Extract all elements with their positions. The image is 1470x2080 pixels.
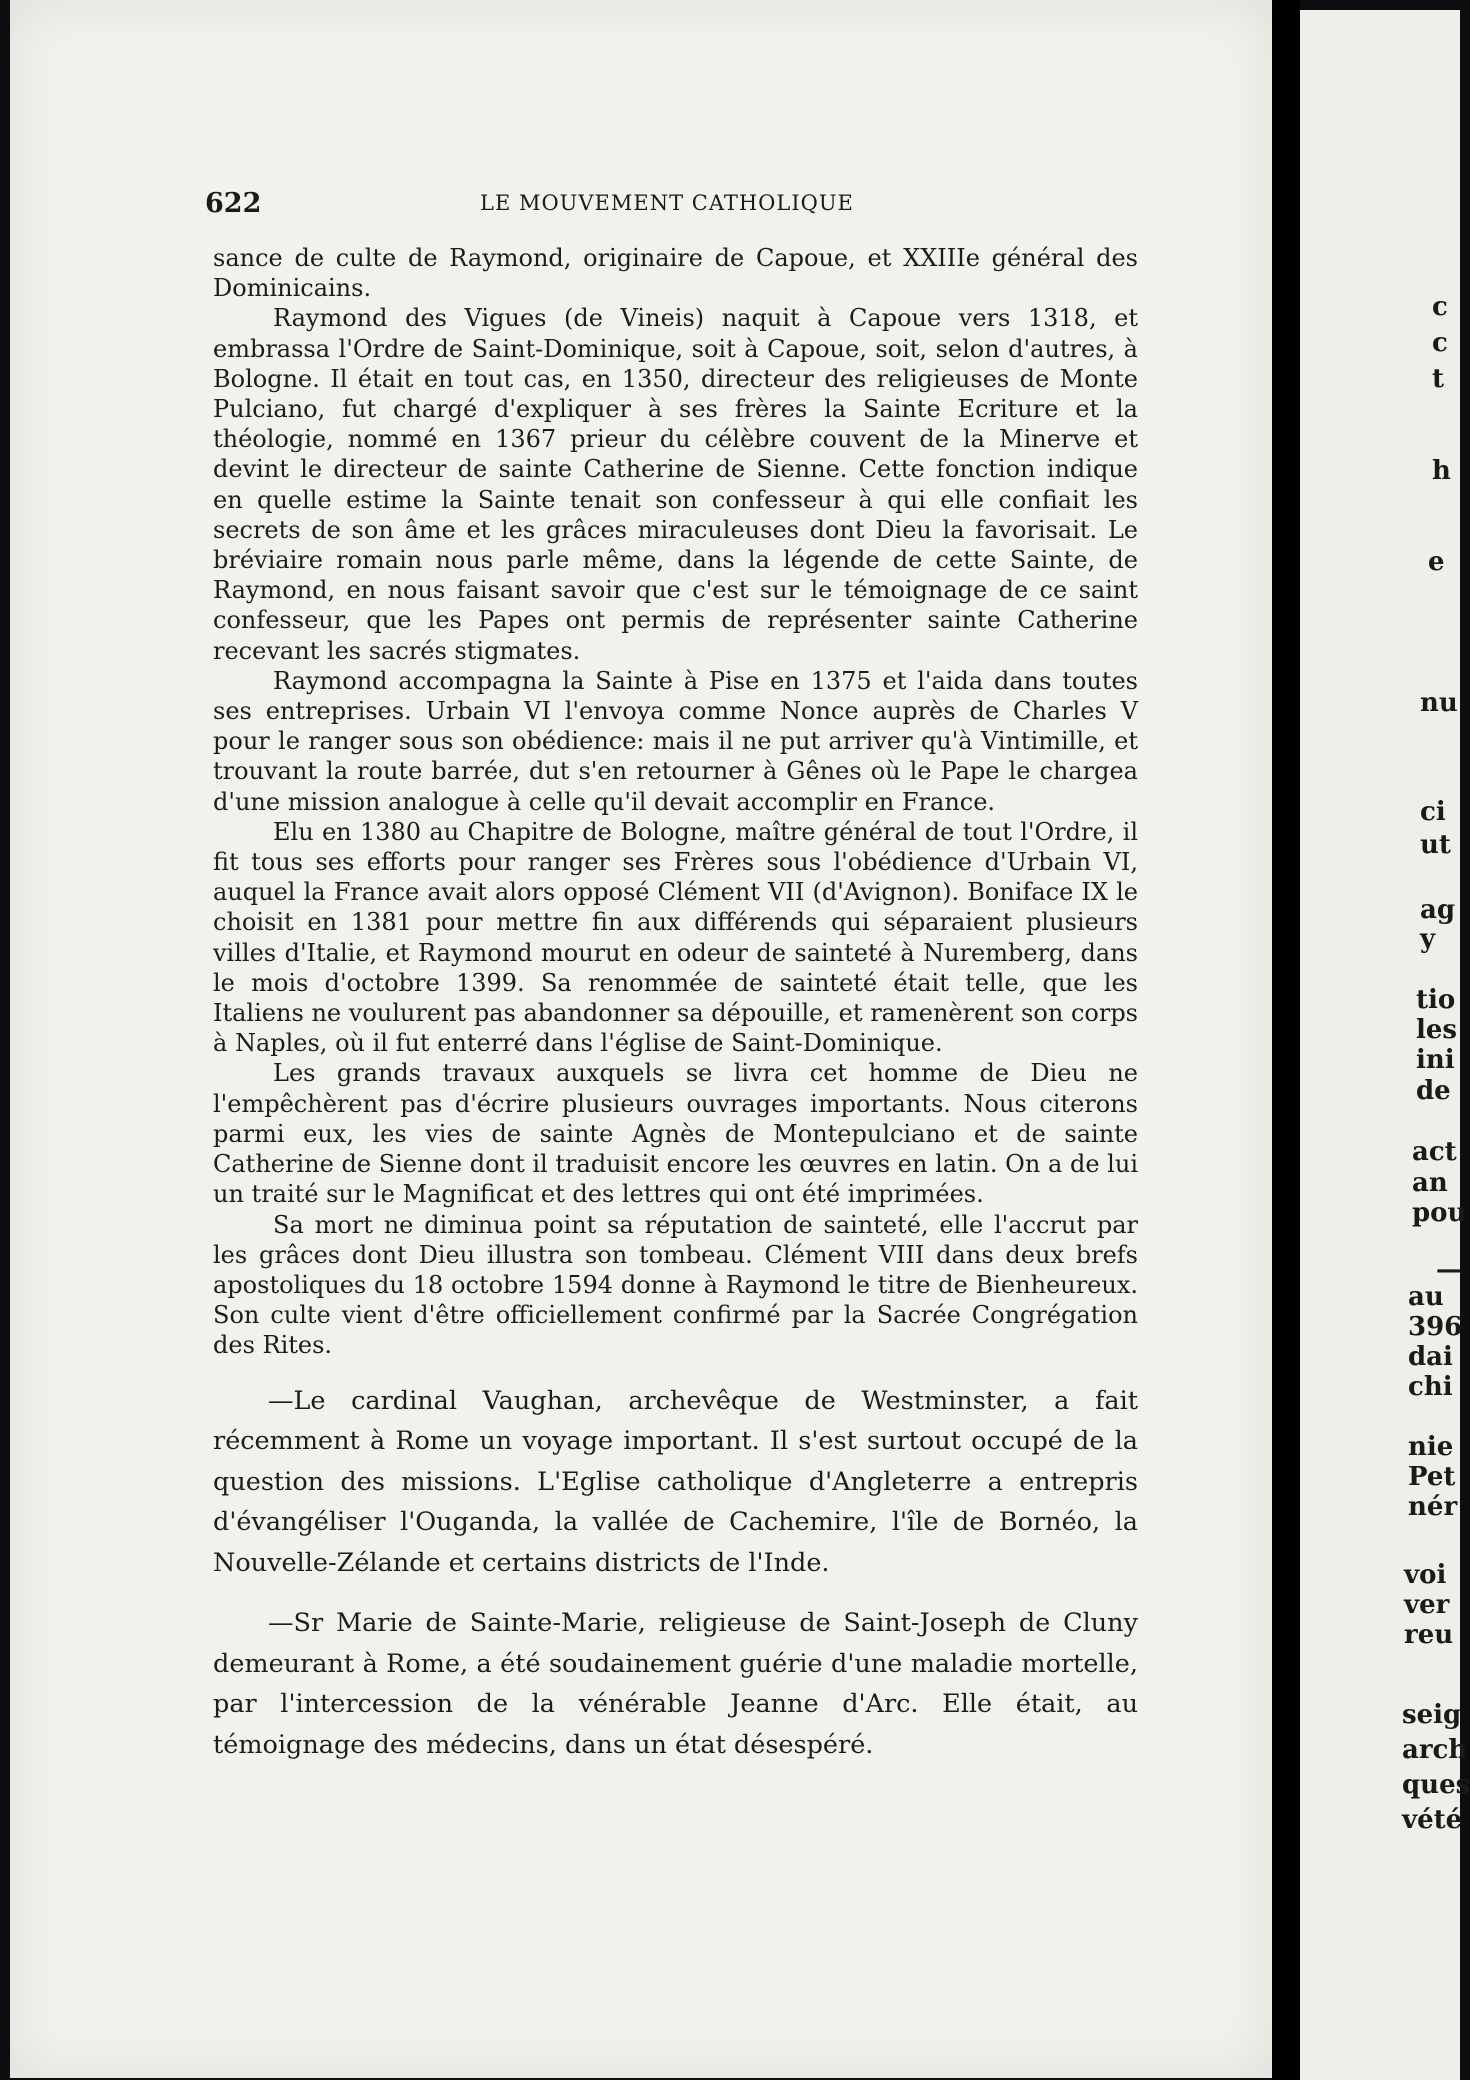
running-header [205,188,1145,222]
facing-fragment: voi [1404,1560,1447,1590]
facing-fragment: vété [1402,1805,1463,1835]
facing-page-edge [1300,10,1470,2080]
paragraph: sance de culte de Raymond, originaire de Capoue, et XXIIIe général des Dominicains. [213,244,1138,303]
facing-fragment: au [1408,1282,1444,1312]
facing-fragment: ag [1420,895,1456,925]
paragraph: Elu en 1380 au Chapitre de Bologne, maître général de tout l'Ordre, il fit tous ses efforts pour ranger ses Frères sous l'obédience d'Urbain VI, auquel la France avait alors opposé Clément VII (d'Avignon). Boniface IX le choisit en 1381 pour mettre fin aux différends qui séparaient plusieurs villes d'Italie, et Raymond mourut en odeur de sainteté à Nuremberg, dans le mois d'octobre 1399. Sa renommée de sainteté était telle, que les Italiens ne voulurent pas abandonner sa dépouille, et ramenèrent son corps à Naples, où il fut enterré dans l'église de Saint-Dominique. [213,817,1138,1058]
facing-fragment: e [1428,547,1445,577]
paragraph: Raymond accompagna la Sainte à Pise en 1375 et l'aida dans toutes ses entreprises. Urbain VI l'envoya comme Nonce auprès de Charles V pour le ranger sous son obédience: mais il ne put arriver qu'à Vintimille, et trouvant la route barrée, dut s'en retourner à Gênes où le Pape le chargea d'une mission analogue à celle qu'il devait accomplir en France. [213,666,1138,816]
news-item: —Sr Marie de Sainte-Marie, religieuse de Saint-Joseph de Cluny demeurant à Rome, a été soudainement guérie d'une maladie mortelle, par l'intercession de la vénérable Jeanne d'Arc. Elle était, au témoignage des médecins, dans un état désespéré. [213,1608,1138,1760]
facing-fragment: arch [1402,1735,1468,1765]
facing-fragment: dai [1408,1342,1453,1372]
facing-fragment: c [1432,292,1448,322]
facing-fragment: t [1432,364,1445,394]
facing-fragment: ver [1404,1590,1450,1620]
facing-fragment: ut [1420,830,1451,860]
facing-fragment: c [1432,328,1448,358]
paragraph: Sa mort ne diminua point sa réputation de sainteté, elle l'accrut par les grâces dont Dieu illustra son tombeau. Clément VIII dans deux brefs apostoliques du 18 octobre 1594 donne à Raymond le titre de Bienheureux. Son culte vient d'être officiellement confirmé par la Sacrée Congrégation des Rites. [213,1210,1138,1360]
facing-fragment: seig [1402,1700,1462,1730]
facing-fragment: pou [1412,1198,1467,1228]
facing-fragment: nu [1420,688,1458,718]
facing-fragment: an [1412,1168,1448,1198]
news-item: —Le cardinal Vaughan, archevêque de Westminster, a fait récemment à Rome un voyage important. Il s'est surtout occupé de la question des missions. L'Eglise catholique d'Angleterre a entrepris d'évangéliser l'Ouganda, la vallée de Cachemire, l'île de Bornéo, la Nouvelle-Zélande et certains districts de l'Inde. [213,1385,1138,1578]
facing-fragment: reu [1404,1620,1454,1650]
facing-fragment: 396 [1408,1312,1463,1342]
facing-fragment: y [1420,924,1436,954]
facing-fragment: — [1436,1255,1462,1285]
facing-fragment: Pet [1408,1462,1456,1492]
page-number: 622 [205,188,262,219]
facing-fragment: ci [1420,797,1446,827]
paragraph: Les grands travaux auxquels se livra cet homme de Dieu ne l'empêchèrent pas d'écrire plusieurs ouvrages importants. Nous citerons parmi eux, les vies de sainte Agnès de Montepulciano et de sainte Catherine de Sienne dont il traduisit encore les œuvres en latin. On a de lui un traité sur le Magnificat et des lettres qui ont été imprimées. [213,1059,1138,1209]
article-body [213,243,1138,1765]
facing-fragment: h [1432,456,1451,486]
facing-fragment: nér [1408,1492,1458,1522]
paragraph: Raymond des Vigues (de Vineis) naquit à Capoue vers 1318, et embrassa l'Ordre de Saint-Dominique, soit à Capoue, soit, selon d'autres, à Bologne. Il était en tout cas, en 1350, directeur des religieuses de Monte Pulciano, fut chargé d'expliquer à ses frères la Sainte Ecriture et la théologie, nommé en 1367 prieur du célèbre couvent de la Minerve et devint le directeur de sainte Catherine de Sienne. Cette fonction indique en quelle estime la Sainte tenait son confesseur à qui elle confiait les secrets de son âme et les grâces miraculeuses dont Dieu la favorisait. Le bréviaire romain nous parle même, dans la légende de cette Sainte, de Raymond, en nous faisant savoir que c'est sur le témoignage de ce saint confesseur, que les Papes ont permis de représenter sainte Catherine recevant les sacrés stigmates. [213,304,1138,665]
facing-fragment: chi [1408,1372,1453,1402]
running-title: LE MOUVEMENT CATHOLIQUE [480,191,854,215]
facing-fragment: tio [1416,985,1456,1015]
facing-fragment: de [1416,1076,1451,1106]
facing-fragment: ques [1402,1770,1470,1800]
facing-fragment: ini [1416,1045,1455,1075]
facing-fragment: les [1416,1015,1458,1045]
facing-fragment: act [1412,1137,1457,1167]
book-gutter [1272,0,1300,2080]
facing-fragment: nie [1408,1432,1454,1462]
